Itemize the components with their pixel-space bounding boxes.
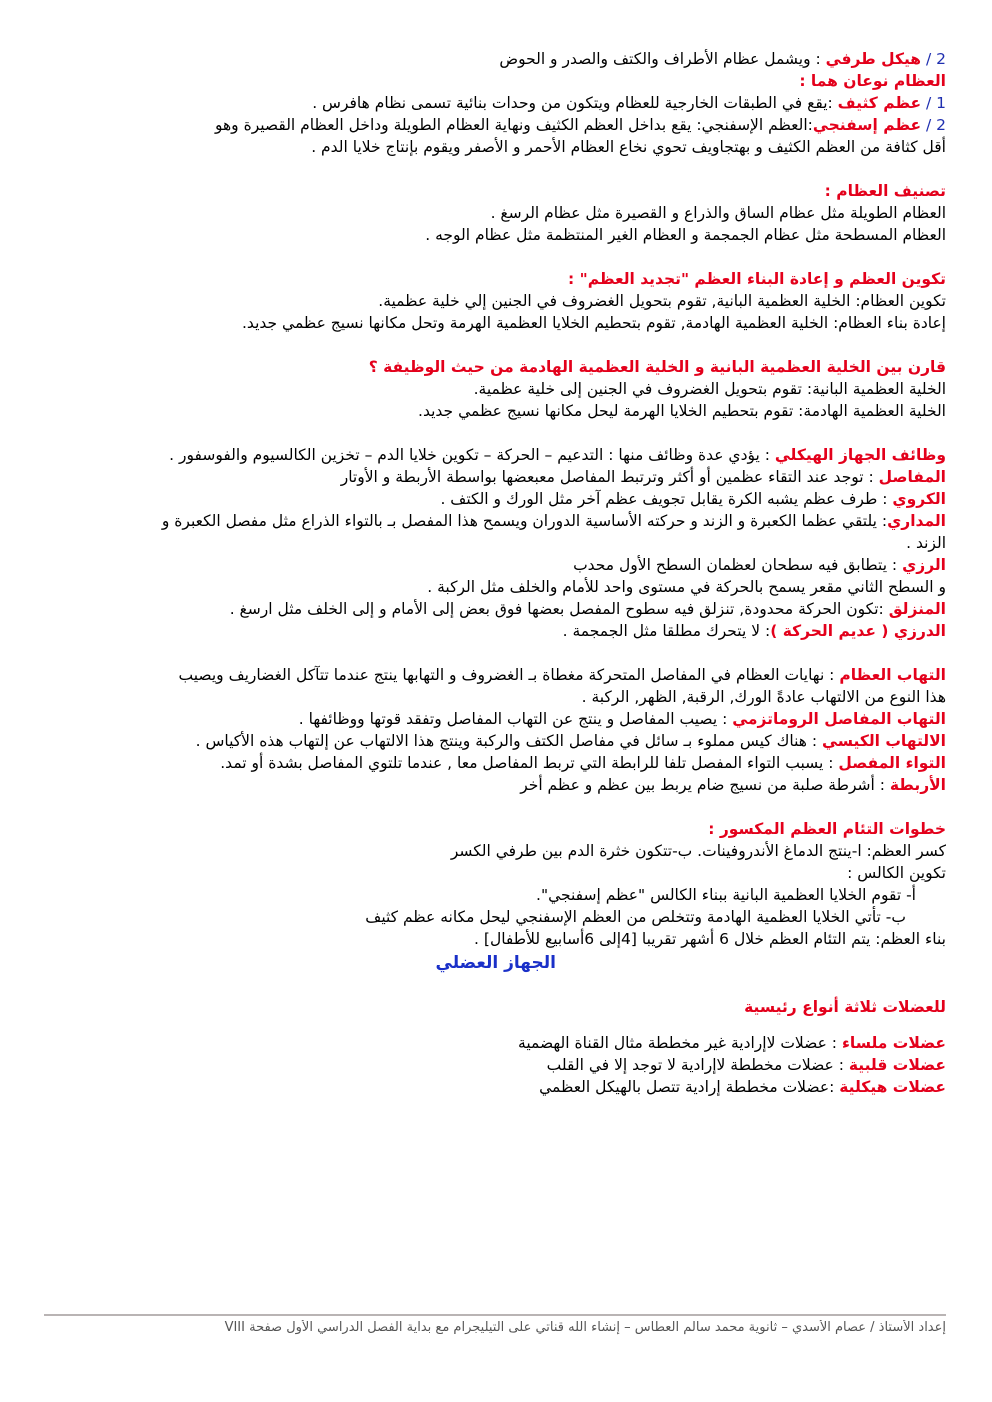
line-joints: المفاصل : توجد عند التقاء عظمين أو أكثر وترتبط المفاصل معبعضها بواسطة الأربطة و الأوتار [340, 468, 946, 486]
line-osteoarthritis: التهاب العظام : نهايات العظام في المفاصل المتحركة مغطاة بـ الغضروف و التهابها ينتج عندما تتآكل الغضاريف ويصيب [178, 666, 946, 684]
line-ligaments: الأربطة : أشرطة صلبة من نسيج ضام يربط بين عظم و عظم أخر [520, 776, 946, 794]
term-spongy-bone: عظم إسفنجي [812, 116, 922, 134]
term-rheumatoid: التهاب المفاصل الروماتزمي [732, 710, 946, 728]
line-hinge-joint-cont: و السطح الثاني مقعر يسمح بالحركة في مستوى واحد للأمام والخلف مثل الركبة . [427, 578, 946, 596]
term-compact-bone: عظم كثيف [837, 94, 922, 112]
document-body [40, 48, 946, 1098]
heading-muscle-types: للعضلات ثلاثة أنواع رئيسية [744, 998, 946, 1016]
line-smooth-muscle: عضلات ملساء : عضلات لاإرادية غير مخططة مثال القناة الهضمية [518, 1034, 946, 1052]
line-osteoarthritis-cont: هذا النوع من الالتهاب عادةً الورك, الرقبة, الظهر, الركبة . [581, 688, 946, 706]
line-skeletal-functions: وظائف الجهاز الهيكلي : يؤدي عدة وظائف منها : التدعيم – الحركة – تكوين خلايا الدم – تخزين الكالسيوم والفوسفور . [169, 446, 946, 464]
line-compare-1: الخلية العظمية البانية: تقوم بتحويل الغضروف في الجنين إلى خلية عظمية. [473, 380, 946, 398]
line-spongy-bone: 2 / عظم إسفنجي:العظم الإسفنجي: يقع بداخل العظم الكثيف ونهاية العظام الطويلة وداخل العظام القصيرة وهو [214, 116, 946, 134]
term-skeletal-functions: وظائف الجهاز الهيكلي [774, 446, 946, 464]
term-bursitis: الالتهاب الكيسي [822, 732, 946, 750]
line-fracture-4: ب- تأتي الخلايا العظمية الهادمة وتتخلص من العظم الإسفنجي ليحل مكانه عظم كثيف [365, 908, 906, 926]
line-classification-1: العظام الطويلة مثل عظام الساق والذراع و القصيرة مثل عظام الرسغ . [490, 204, 946, 222]
heading-compare-cells: قارن بين الخلية العظمية البانية و الخلية العظمية الهادمة من حيث الوظيفة ؟ [368, 358, 946, 376]
line-formation-1: تكوين العظام: الخلية العظمية البانية, تقوم بتحويل الغضروف في الجنين إلي خلية عظمية. [378, 292, 946, 310]
line-formation-2: إعادة بناء العظام: الخلية العظمية الهادمة, تقوم بتحطيم الخلايا العظمية الهرمة وتحل مكانها نسيج عظمي جديد. [242, 314, 946, 332]
heading-bone-formation: تكوين العظم و إعادة البناء العظم "تجديد العظم" : [568, 270, 946, 288]
heading-fracture-healing: خطوات التئام العظم المكسور : [708, 820, 946, 838]
term-peripheral-skeleton: هيكل طرفي [825, 50, 922, 68]
muscular-system-title: الجهاز العضلي [435, 953, 556, 973]
line-pivot-joint-cont: الزند . [906, 534, 946, 552]
term-cardiac-muscle: عضلات قلبية [848, 1056, 946, 1074]
heading-bone-types: العظام نوعان هما : [799, 72, 946, 90]
page-footer: إعداد الأستاذ / عصام الأسدي – ثانوية محمد سالم العطاس – إنشاء الله قناتي على التيليجرام مع بداية الفصل الدراسي الأول صفحة VIII [224, 1320, 946, 1335]
line-skeletal-muscle: عضلات هيكلية :عضلات مخططة إرادية تتصل بالهيكل العظمي [539, 1078, 946, 1096]
term-skeletal-muscle: عضلات هيكلية [839, 1078, 946, 1096]
line-cardiac-muscle: عضلات قلبية : عضلات مخططة لاإرادية لا توجد إلا في القلب [546, 1056, 946, 1074]
line-spongy-bone-cont: أقل كثافة من العظم الكثيف و بهتجاويف تحوي نخاع العظام الأحمر و الأصفر ويقوم بإنتاج خلايا الدم . [311, 138, 946, 156]
line-gliding-joint: المنزلق :تكون الحركة محدودة, تنزلق فيه سطوح المفصل بعضها فوق بعض إلى الأمام و إلى الخلف مثل ارسغ . [229, 600, 946, 618]
line-bursitis: الالتهاب الكيسي : هناك كيس مملوء بـ سائل في مفاصل الكتف والركبة وينتج هذا الالتهاب عن إلتهاب هذه الأكياس . [195, 732, 946, 750]
line-compare-2: الخلية العظمية الهادمة: تقوم بتحطيم الخلايا الهرمة ليحل مكانها نسيج عظمي جديد. [418, 402, 946, 420]
term-suture-joint: الدرزي ( عديم الحركة ) [770, 622, 946, 640]
line-classification-2: العظام المسطحة مثل عظام الجمجمة و العظام الغير المنتظمة مثل عظام الوجه . [425, 226, 946, 244]
line-compact-bone: 1 / عظم كثيف :يقع في الطبقات الخارجية للعظام ويتكون من وحدات بنائية تسمى نظام هافرس . [312, 94, 946, 112]
line-fracture-1: كسر العظم: ا-ينتج الدماغ الأندروفينات. ب-تتكون خثرة الدم بين طرفي الكسر [450, 842, 946, 860]
term-hinge-joint: الرزي [902, 556, 946, 574]
term-sprain: التواء المفصل [838, 754, 946, 772]
term-smooth-muscle: عضلات ملساء [841, 1034, 946, 1052]
line-fracture-3: أ- تقوم الخلايا العظمية البانية ببناء الكالس "عظم إسفنجي". [536, 886, 916, 904]
line-fracture-5: بناء العظم: يتم التئام العظم خلال 6 أشهر تقريبا [4إلى 6أسابيع للأطفال] . [474, 930, 946, 948]
line-fracture-2: تكوين الكالس : [847, 864, 946, 882]
term-pivot-joint: المداري [887, 512, 946, 530]
line-rheumatoid: التهاب المفاصل الروماتزمي : يصيب المفاصل و ينتج عن التهاب المفاصل وتفقد قوتها ووظائفها . [298, 710, 946, 728]
line-sprain: التواء المفصل : يسبب التواء المفصل تلفا للرابطة التي تربط المفاصل معا , عندما تلتوي المفاصل بشدة أو تمد. [220, 754, 946, 772]
heading-bone-classification: تصنيف العظام : [824, 182, 946, 200]
line-peripheral-skeleton: 2 / هيكل طرفي : ويشمل عظام الأطراف والكتف والصدر و الحوض [499, 50, 946, 68]
line-suture-joint: الدرزي ( عديم الحركة ): لا يتحرك مطلقا مثل الجمجمة . [562, 622, 946, 640]
line-pivot-joint: المداري: يلتقي عظما الكعبرة و الزند و حركته الأساسية الدوران ويسمح هذا المفصل بـ بالتواء الذراع مثل مفصل الكعبرة و [161, 512, 946, 530]
term-joints: المفاصل [878, 468, 946, 486]
line-ball-joint: الكروي : طرف عظم يشبه الكرة يقابل تجويف عظم آخر مثل الورك و الكتف . [440, 490, 946, 508]
term-ball-joint: الكروي [892, 490, 946, 508]
footer-divider [44, 1314, 946, 1316]
term-osteoarthritis: التهاب العظام [839, 666, 946, 684]
line-hinge-joint: الرزي : يتطابق فيه سطحان لعظمان السطح الأول محدب [573, 556, 946, 574]
term-ligaments: الأربطة [889, 776, 946, 794]
term-gliding-joint: المنزلق [888, 600, 946, 618]
